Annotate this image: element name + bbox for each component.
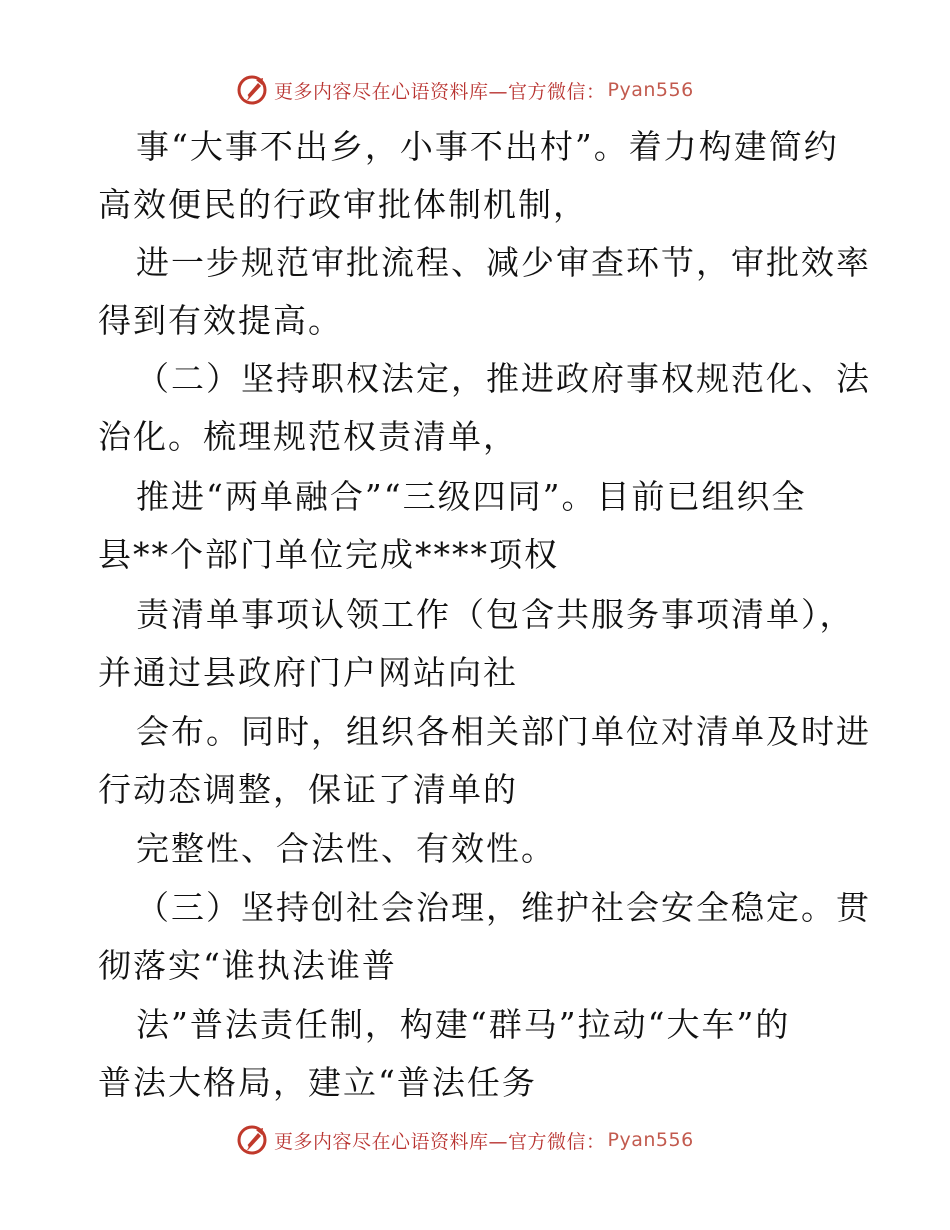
- text-line: 完整性、合法性、有效性。: [136, 829, 556, 868]
- text-line: 法”普法责任制，构建“群马”拉动“大车”的: [136, 1005, 791, 1044]
- text-line: 普法大格局，建立“普法任务: [98, 1063, 537, 1102]
- text-line: 事“大事不出乡，小事不出村”。着力构建简约: [136, 127, 839, 166]
- text-line: 行动态调整，保证了清单的: [98, 770, 518, 809]
- footer-banner: [236, 1123, 756, 1157]
- header-banner-text: 更多内容尽在心语资料库—官方微信：: [274, 80, 606, 103]
- footer-banner-text: 更多内容尽在心语资料库—官方微信：: [274, 1130, 606, 1153]
- footer-wechat-id: Pyan556: [607, 1129, 694, 1151]
- pen-circle-logo-icon: [236, 1124, 268, 1156]
- text-line: 治化。梳理规范权责清单，: [98, 417, 518, 456]
- text-line: （三）坚持创社会治理，维护社会安全稳定。贯: [136, 888, 871, 927]
- text-line: 县**个部门单位完成****项权: [98, 535, 559, 574]
- text-line: 并通过县政府门户网站向社: [98, 653, 518, 692]
- text-line: （二）坚持职权法定，推进政府事权规范化、法: [136, 359, 871, 398]
- text-line: 会布。同时，组织各相关部门单位对清单及时进: [136, 712, 871, 751]
- pen-circle-logo-icon: [236, 74, 268, 106]
- text-line: 进一步规范审批流程、减少审查环节，审批效率: [136, 243, 871, 282]
- header-banner: [236, 73, 756, 107]
- text-line: 高效便民的行政审批体制机制，: [98, 185, 588, 224]
- text-line: 彻落实“谁执法谁普: [98, 946, 397, 985]
- text-line: 推进“两单融合”“三级四同”。目前已组织全: [136, 477, 807, 516]
- header-wechat-id: Pyan556: [607, 79, 694, 101]
- text-line: 得到有效提高。: [98, 301, 343, 340]
- text-line: 责清单事项认领工作（包含共服务事项清单），: [136, 595, 855, 634]
